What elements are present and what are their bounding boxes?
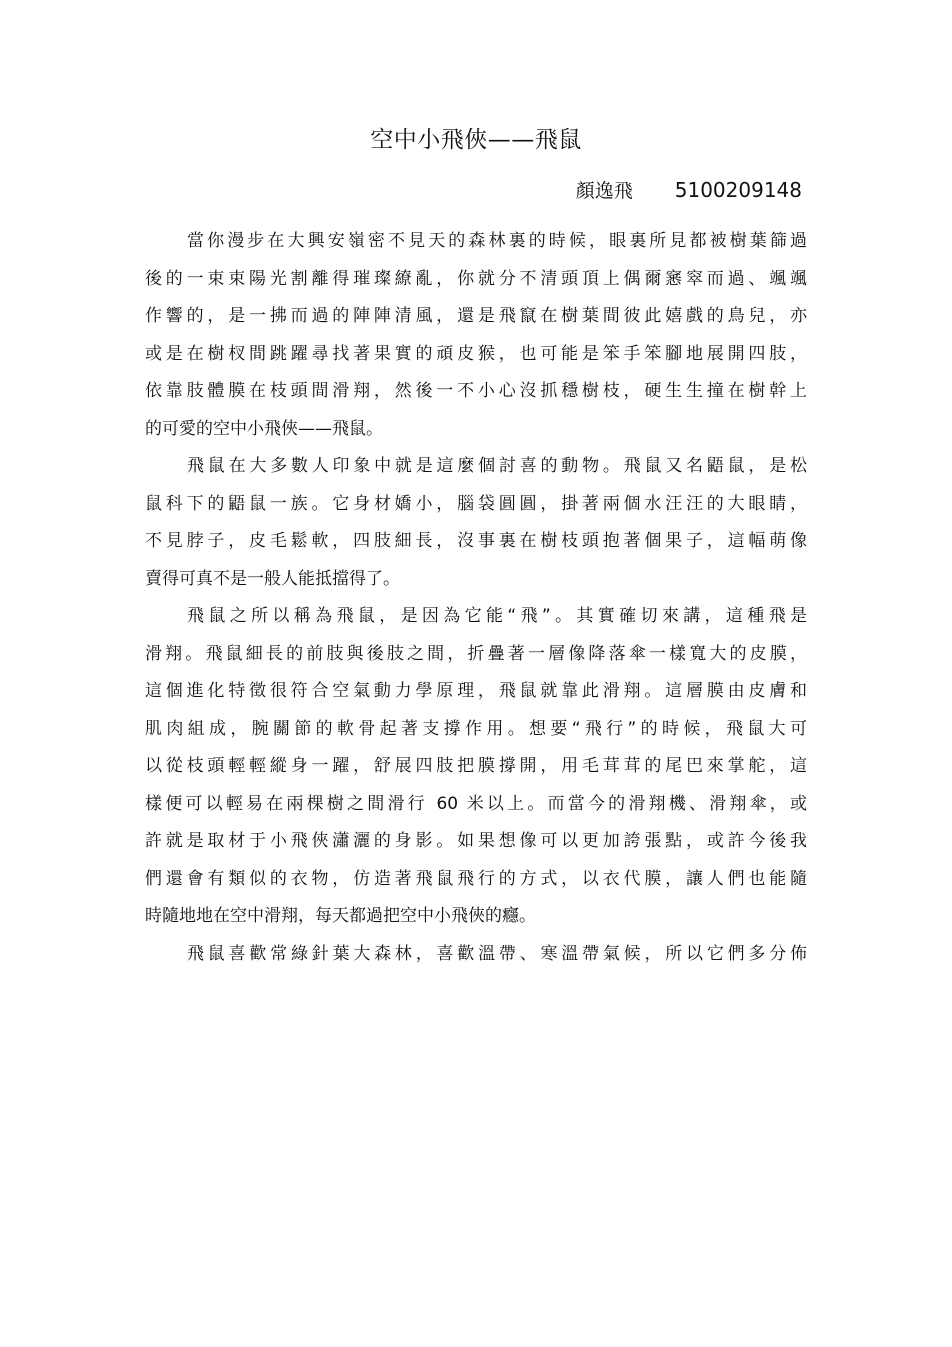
text-line: 後的一束束陽光割離得璀璨繚亂，你就分不清頭頂上偶爾窸窣而過、颯颯 <box>145 268 807 289</box>
text-line: 賣得可真不是一般人能抵擋得了。 <box>145 568 400 589</box>
paragraph <box>145 598 807 936</box>
text-line: 以從枝頭輕輕縱身一躍，舒展四肢把膜撐開，用毛茸茸的尾巴來掌舵，這 <box>145 756 807 776</box>
document-title: 空中小飛俠——飛鼠 <box>370 127 582 153</box>
text-line: 這個進化特徵很符合空氣動力學原理，飛鼠就靠此滑翔。這層膜由皮膚和 <box>145 681 807 701</box>
text-line: 飛鼠喜歡常綠針葉大森林，喜歡溫帶、寒溫帶氣候，所以它們多分佈 <box>187 943 807 964</box>
author-name: 顏逸飛 <box>575 180 633 202</box>
text-line: 依靠肢體膜在枝頭間滑翔，然後一不小心沒抓穩樹枝，硬生生撞在樹幹上 <box>145 381 807 401</box>
text-line: 或是在樹杈間跳躍尋找著果實的頑皮猴，也可能是笨手笨腳地展開四肢， <box>145 343 807 364</box>
text-line: 樣便可以輕易在兩棵樹之間滑行 60 米以上。而當今的滑翔機、滑翔傘，或 <box>145 793 807 814</box>
text-line: 滑翔。飛鼠細長的前肢與後肢之間，折疊著一層像降落傘一樣寬大的皮膜， <box>145 643 807 664</box>
text-line: 鼠科下的鼯鼠一族。它身材嬌小，腦袋圓圓，掛著兩個水汪汪的大眼睛， <box>145 493 807 514</box>
paragraph <box>145 936 807 974</box>
author-line <box>576 174 802 207</box>
text-line: 的可愛的空中小飛俠——飛鼠。 <box>145 418 383 439</box>
text-line: 許就是取材于小飛俠瀟灑的身影。如果想像可以更加誇張點，或許今後我 <box>145 831 807 851</box>
paragraph <box>145 448 807 598</box>
text-line: 不見脖子，皮毛鬆軟，四肢細長，沒事裏在樹枝頭抱著個果子，這幅萌像 <box>145 531 807 551</box>
paragraph <box>145 223 807 448</box>
document-body <box>145 223 807 973</box>
text-line: 時隨地地在空中滑翔，每天都過把空中小飛俠的癮。 <box>145 906 536 926</box>
text-line: 們還會有類似的衣物，仿造著飛鼠飛行的方式，以衣代膜，讓人們也能隨 <box>145 868 807 889</box>
text-line: 當你漫步在大興安嶺密不見天的森林裏的時候，眼裏所見都被樹葉篩過 <box>187 231 807 251</box>
text-line: 作響的，是一拂而過的陣陣清風，還是飛竄在樹葉間彼此嬉戲的鳥兒，亦 <box>145 306 807 326</box>
student-id: 5100209148 <box>674 178 802 202</box>
text-line: 飛鼠之所以稱為飛鼠，是因為它能“飛”。其實確切來講，這種飛是 <box>187 606 807 626</box>
text-line: 飛鼠在大多數人印象中就是這麼個討喜的動物。飛鼠又名鼯鼠，是松 <box>187 456 807 476</box>
text-line: 肌肉組成，腕關節的軟骨起著支撐作用。想要“飛行”的時候，飛鼠大可 <box>145 718 807 739</box>
